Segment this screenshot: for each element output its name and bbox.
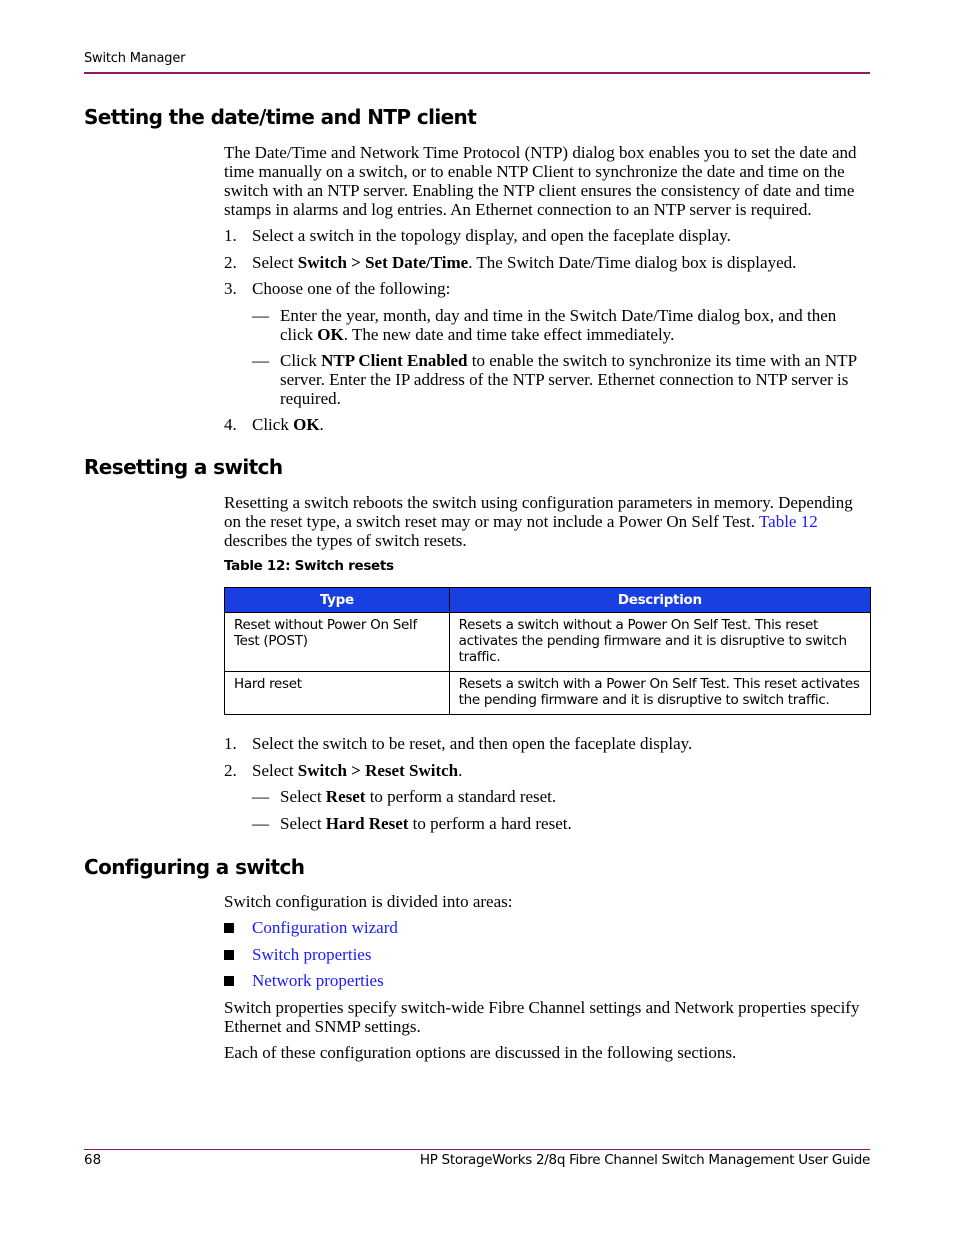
table-cell: Resets a switch without a Power On Self Test. This reset activates the pending firmware and it is disruptive to switch traffic. (449, 613, 870, 672)
table-caption: Table 12: Switch resets (224, 558, 394, 574)
step-text: Select a switch in the topology display, and open the faceplate display. (252, 226, 731, 245)
configuring-para-2: Each of these configuration options are discussed in the following sections. (224, 1043, 737, 1062)
section-title-configuring: Configuring a switch (84, 855, 305, 879)
step-number: 1. (224, 734, 237, 753)
step-text: Select Switch > Reset Switch. (252, 761, 463, 780)
step-text: Select Switch > Set Date/Time. The Switch Date/Time dialog box is displayed. (252, 253, 797, 272)
section-title-resetting: Resetting a switch (84, 455, 283, 479)
table-row (225, 613, 871, 672)
option-text: Click NTP Client Enabled to enable the switch to synchronize its time with an NTP server. Enter the IP address of the NTP server. Ethernet connection to NTP server is required. (280, 351, 857, 408)
footer-doc-title: HP StorageWorks 2/8q Fibre Channel Switch Management User Guide (419, 1152, 870, 1168)
bullet-icon (224, 923, 234, 933)
step-text: Choose one of the following: (252, 279, 451, 298)
option-text: Enter the year, month, day and time in the Switch Date/Time dialog box, and then click OK. The new date and time take effect immediately. (280, 306, 837, 344)
footer-rule (84, 1149, 870, 1150)
option-text: Select Hard Reset to perform a hard reset. (280, 814, 572, 833)
step-text: Click OK. (252, 415, 324, 434)
table-12-link[interactable]: Table 12 (758, 512, 818, 531)
step-number: 4. (224, 415, 237, 434)
table-cell: Reset without Power On Self Test (POST) (225, 613, 450, 672)
link-network-properties[interactable]: Network properties (252, 971, 384, 990)
option-text: Select Reset to perform a standard reset. (280, 787, 557, 806)
configuring-para-1: Switch properties specify switch-wide Fibre Channel settings and Network properties specify Ethernet and SNMP settings. (224, 998, 860, 1036)
link-configuration-wizard[interactable]: Configuration wizard (252, 918, 398, 937)
table-header-row (225, 588, 871, 613)
table-cell: Hard reset (225, 672, 450, 715)
table-row (225, 672, 871, 715)
bullet-icon (224, 976, 234, 986)
switch-resets-table (224, 587, 871, 715)
configuring-intro: Switch configuration is divided into areas: (224, 892, 513, 911)
page-number: 68 (84, 1152, 102, 1168)
option-dash: — (252, 787, 269, 806)
option-dash: — (252, 351, 269, 370)
section-title-date-time: Setting the date/time and NTP client (84, 105, 477, 129)
step-number: 2. (224, 761, 237, 780)
column-header-type: Type (225, 588, 450, 613)
step-text: Select the switch to be reset, and then open the faceplate display. (252, 734, 693, 753)
running-head: Switch Manager (84, 51, 186, 66)
column-header-description: Description (449, 588, 870, 613)
step-number: 1. (224, 226, 237, 245)
date-time-intro: The Date/Time and Network Time Protocol (NTP) dialog box enables you to set the date and time manually on a switch, or to enable NTP Client to synchronize the date and time on the switch with an NTP server. Enabling the NTP client ensures the consistency of date and time stamps in alarms and log entries. An Ethernet connection to an NTP server is required. (224, 143, 857, 219)
bullet-icon (224, 950, 234, 960)
option-dash: — (252, 814, 269, 833)
header-rule (84, 72, 870, 74)
table-cell: Resets a switch with a Power On Self Test. This reset activates the pending firmware and it is disruptive to switch traffic. (449, 672, 870, 715)
step-number: 2. (224, 253, 237, 272)
resetting-intro: Resetting a switch reboots the switch using configuration parameters in memory. Depending on the reset type, a switch reset may or may not include a Power On Self Test. Table 12 describes the types of switch resets. (224, 493, 853, 550)
link-switch-properties[interactable]: Switch properties (252, 945, 372, 964)
step-number: 3. (224, 279, 237, 298)
option-dash: — (252, 306, 269, 325)
